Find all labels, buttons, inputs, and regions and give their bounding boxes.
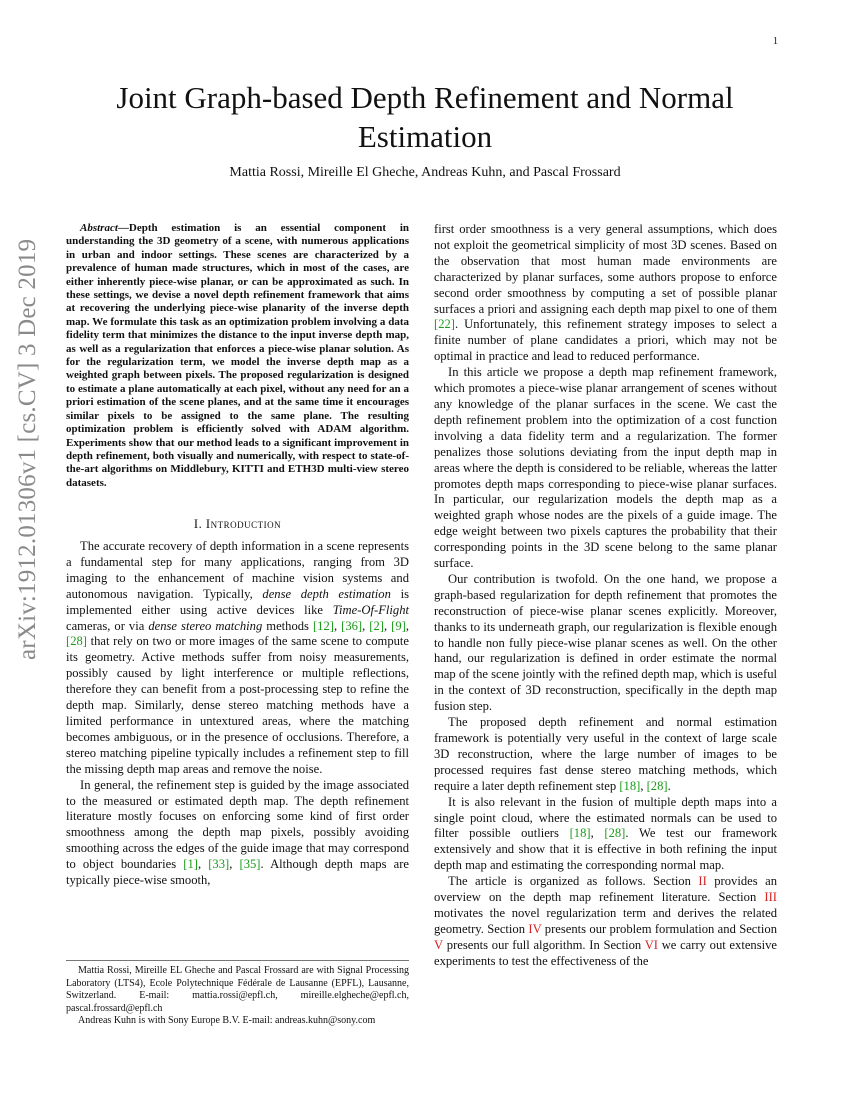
intro-paragraph-3: first order smoothness is a very general assumptions, which does not exploit the geometrical simplicity of most 3D scenes. Based on the observation that most human made environments are characterized by planar surfaces, some authors propose to enforce second order smoothness by computing a set of possible planar surfaces a priori and assigning each depth map pixel to one of them [22]. Unfortunately, this refinement strategy imposes to select a finite number of plane candidates a priori, which may not be optimal in practice and lead to reduced performance. bbox=[434, 222, 777, 364]
left-column bbox=[66, 222, 409, 889]
citation-link[interactable]: [2] bbox=[369, 618, 384, 633]
citation-link[interactable]: [1] bbox=[183, 857, 198, 872]
intro-paragraph-6: The proposed depth refinement and normal estimation framework is potentially very useful in the context of large scale 3D reconstruction, where the large number of images to be processed requires fast dense stereo matching methods, which require a later depth refinement step [18], [28]. bbox=[434, 715, 777, 793]
arxiv-stamp: arXiv:1912.01306v1 [cs.CV] 3 Dec 2019 bbox=[14, 238, 41, 660]
intro-paragraph-2: In general, the refinement step is guided by the image associated to the measured or estimated depth map. The depth refinement literature mostly focuses on enforcing some kind of first order smoothness among the depth map pixels, possibly avoiding smoothing across the edges of the guide image that may correspond to object boundaries [1], [33], [35]. Although depth maps are typically piece-wise smooth, bbox=[66, 777, 410, 888]
citation-link[interactable]: [35] bbox=[239, 857, 261, 872]
section-link[interactable]: V bbox=[434, 937, 444, 952]
section-link[interactable]: III bbox=[764, 890, 777, 905]
footnote bbox=[66, 960, 409, 1028]
intro-paragraph-4: In this article we propose a depth map refinement framework, which promotes a piece-wise planar arrangement of scenes without any knowledge of the planar surfaces in the scene. We cast the depth refinement problem into the optimization of a cost function involving a data fidelity term and a regularization. The former penalizes those solutions deviating from the input depth map in areas where the depth is considered to be reliable, whereas the latter promotes depth maps corresponding to piece-wise planar surfaces. In particular, our regularization models the depth map as a weighted graph whose nodes are the pixels of a guide image. The edge weight between two pixels captures the probability that their corresponding points in the 3D scene belong to the same planar surface. bbox=[434, 365, 777, 571]
abstract bbox=[66, 222, 409, 490]
section-heading-introduction bbox=[66, 517, 409, 533]
paper-title: Joint Graph-based Depth Refinement and Normal Estimation bbox=[116, 80, 734, 154]
intro-paragraph-5: Our contribution is twofold. On the one hand, we propose a graph-based regularization for depth refinement that promotes the reconstruction of piece-wise planar scenes explicitly. Moreover, thanks to its underneath graph, our regularization is flexible enough to handle non fully piece-wise planar scenes as well. On the other hand, our regularization is defined in order estimate the normal map of the scene jointly with the refined depth map, which is useful in the context of 3D reconstruction, specifically in the depth map fusion step. bbox=[434, 571, 777, 714]
section-link[interactable]: IV bbox=[528, 921, 542, 936]
right-column bbox=[434, 222, 777, 970]
citation-link[interactable]: [18] bbox=[569, 826, 591, 841]
citation-link[interactable]: [18] bbox=[619, 778, 641, 793]
abstract-text: —Depth estimation is an essential component in understanding the 3D geometry of a scene, with numerous applications in urban and indoor settings. These scenes are characterized by a prevalence of human made structures, which in most of the cases, are either inherently piece-wise planar, or can be approximated as such. In these settings, we devise a novel depth refinement framework that aims at recovering the underlying piece-wise planarity of the inverse depth map. We formulate this task as an optimization problem involving a data fidelity term that minimizes the distance to the input inverse depth map, as well as a regularization that enforces a piece-wise planar solution. As for the regularization term, we model the inverse depth map as a weighted graph between pixels. The proposed regularization is designed to estimate a plane automatically at each pixel, without any need for an a priori estimation of the scene planes, and at the same time it encourages similar pixels to be assigned to the same plane. The resulting optimization problem is efficiently solved with ADAM algorithm. Experiments show that our method leads to a significant improvement in depth refinement, both visually and numerically, with respect to state-of-the-art algorithms on Middlebury, KITTI and ETH3D multi-view stereo datasets. bbox=[66, 222, 409, 489]
citation-link[interactable]: [9] bbox=[391, 618, 406, 633]
citation-link[interactable]: [33] bbox=[208, 857, 230, 872]
citation-link[interactable]: [28] bbox=[646, 778, 668, 793]
citation-link[interactable]: [28] bbox=[66, 634, 87, 649]
intro-paragraph-8: The article is organized as follows. Section II provides an overview on the depth map refinement literature. Section III motivates the novel regularization term and derives the related geometry. Section IV presents our problem formulation and Section V presents our full algorithm. In Section VI we carry out extensive experiments to test the effectiveness of the bbox=[434, 874, 777, 968]
page-number: 1 bbox=[773, 36, 778, 47]
author-list: Mattia Rossi, Mireille El Gheche, Andreas Kuhn, and Pascal Frossard bbox=[229, 165, 621, 180]
citation-link[interactable]: [22] bbox=[434, 317, 455, 332]
citation-link[interactable]: [28] bbox=[604, 826, 626, 841]
footnote-affiliation-1: Mattia Rossi, Mireille EL Gheche and Pascal Frossard are with Signal Processing Laboratory (LTS4), Ecole Polytechnique Fédérale de Lausanne (EPFL), Lausanne, Switzerland. E-mail: mattia.rossi@epfl.ch, mireille.elgheche@epfl.ch, pascal.frossard@epfl.ch bbox=[66, 965, 409, 1014]
section-link[interactable]: II bbox=[698, 874, 707, 889]
citation-link[interactable]: [12] bbox=[312, 618, 334, 633]
section-number: I. bbox=[193, 517, 203, 532]
section-name: Introduction bbox=[205, 517, 282, 532]
abstract-lead: Abstract bbox=[80, 222, 118, 234]
intro-paragraph-7: It is also relevant in the fusion of multiple depth maps into a single point cloud, where the estimated normals can be used to filter possible outliers [18], [28]. We test our framework extensively and show that it is effective in both refining the input depth map and estimating the corresponding normal map. bbox=[434, 794, 777, 873]
section-link[interactable]: VI bbox=[644, 937, 658, 952]
citation-link[interactable]: [36] bbox=[341, 618, 363, 633]
footnote-affiliation-2: Andreas Kuhn is with Sony Europe B.V. E-mail: andreas.kuhn@sony.com bbox=[78, 1015, 376, 1027]
intro-paragraph-1: The accurate recovery of depth information in a scene represents a fundamental step for many applications, ranging from 3D imaging to the enhancement of machine vision systems and autonomous navigation. Typically, dense depth estimation is implemented either using active devices like Time-Of-Flight cameras, or via dense stereo matching methods [12], [36], [2], [9], [28] that rely on two or more images of the same scene to compute its geometry. Active methods suffer from noisy measurements, possibly caused by light interference or multiple reflections, therefore they can benefit from a post-processing step to refine the depth map. Similarly, dense stereo matching methods have a limited performance in untextured areas, where the matching becomes ambiguous, or in the presence of occlusions. Therefore, a stereo matching pipeline typically includes a refinement step to fill the missing depth map areas and remove the noise. bbox=[66, 539, 409, 776]
